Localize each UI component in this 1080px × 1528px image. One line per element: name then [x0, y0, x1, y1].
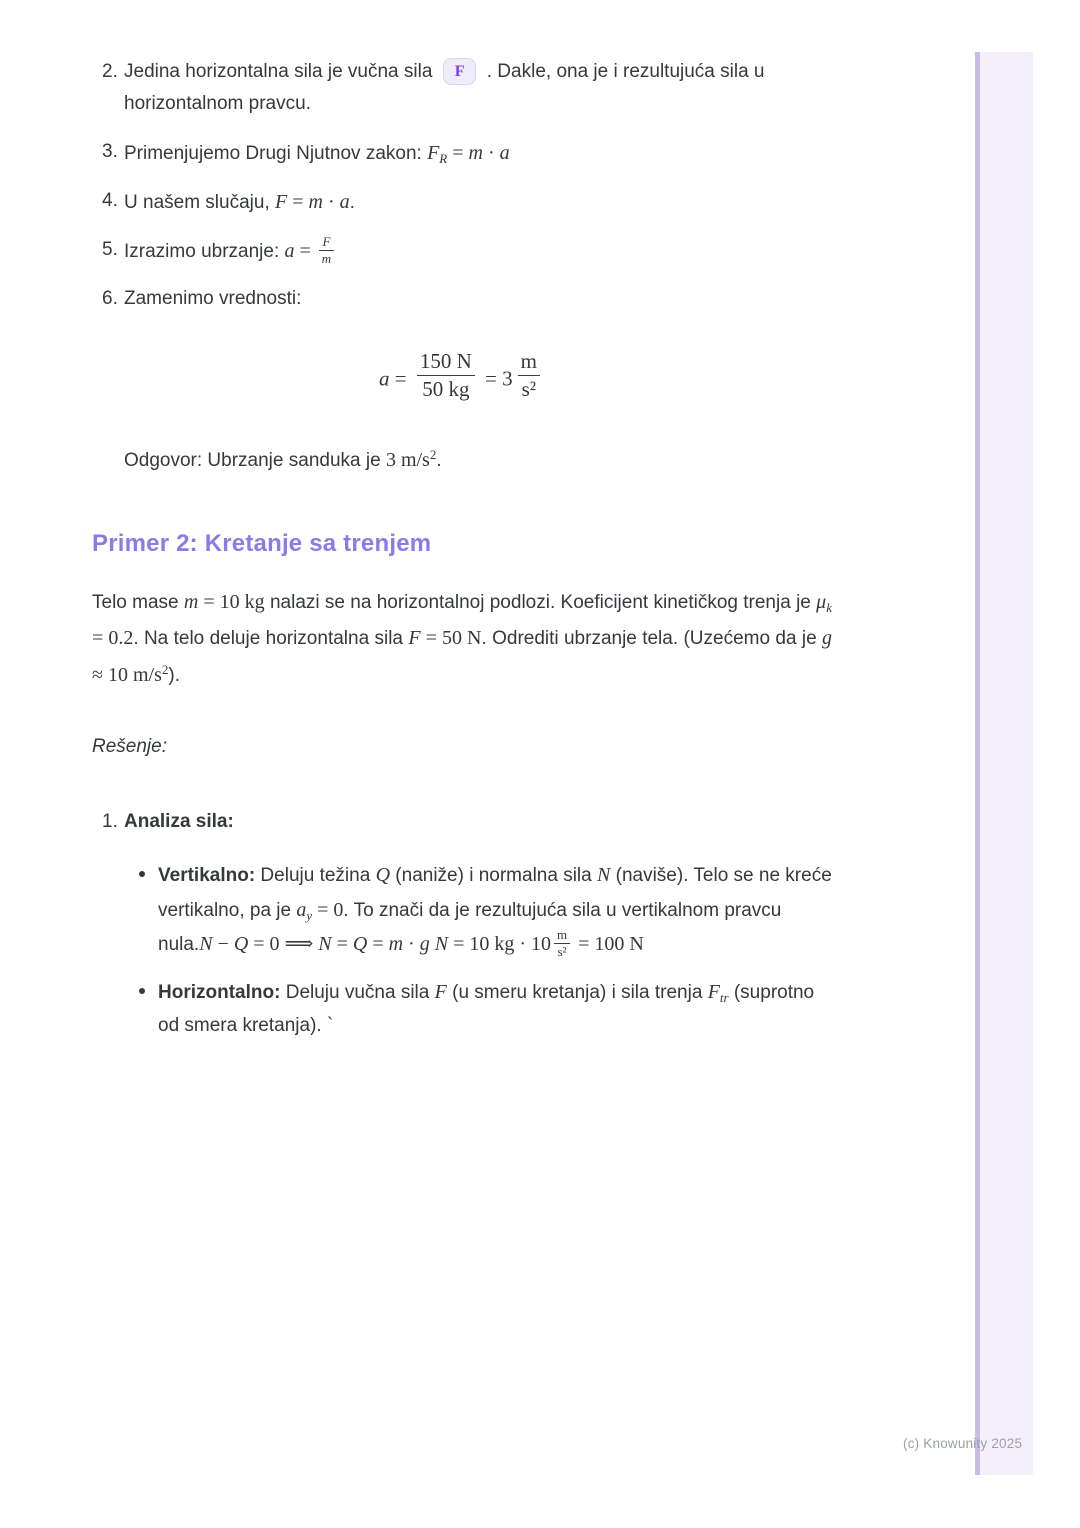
math-run: k — [826, 599, 832, 615]
copyright-footer: (c) Knowunity 2025 — [903, 1436, 1023, 1451]
math-run: 150 N — [419, 348, 472, 373]
math-fraction — [518, 348, 540, 404]
math-fraction — [417, 348, 475, 404]
bullet-dot-icon — [139, 871, 145, 877]
page-content — [92, 56, 832, 1055]
example2-heading: Primer 2: Kretanje sa trenjem — [92, 529, 432, 557]
text-run: nalazi se na horizontalnoj podlozi. Koeficijent kinetičkog trenja je — [264, 591, 817, 613]
step-item — [92, 283, 832, 315]
math-run: = 100 N — [573, 933, 644, 956]
step-item — [92, 185, 832, 219]
math-run: = — [447, 141, 469, 164]
text-run: ). — [168, 664, 180, 686]
math-run: = — [389, 366, 412, 391]
math-run: − — [212, 933, 234, 956]
bullet-item — [92, 858, 832, 962]
analysis-marker: 1. — [102, 810, 118, 832]
math-run: μ — [816, 590, 827, 613]
math-fraction — [319, 234, 334, 266]
step-text — [124, 283, 832, 315]
math-run: m — [388, 933, 404, 956]
math-run: F — [427, 141, 440, 164]
math-run: m — [308, 190, 323, 213]
math-run: tr — [719, 989, 729, 1005]
step-text — [124, 234, 832, 268]
math-run: m — [557, 927, 568, 943]
math-run: F — [275, 190, 288, 213]
answer-line — [124, 443, 832, 477]
math-run: Q — [233, 933, 249, 956]
math-run: 3 m/s — [385, 449, 430, 472]
step-text — [124, 185, 832, 219]
math-run: = — [287, 190, 309, 213]
step-text — [124, 136, 832, 170]
text-run: U našem slučaju, — [124, 191, 276, 213]
text-run: . Dakle, ona je i rezultujuća sila u horizontalnom pravcu. — [124, 61, 765, 115]
text-run: Jedina horizontalna sila je vučna sila — [124, 61, 438, 82]
math-run: = 10 kg — [198, 590, 265, 613]
text-run: Primenjujemo Drugi Njutnov zakon: — [124, 142, 428, 164]
text-run: Telo mase — [92, 591, 184, 613]
math-run: · — [403, 933, 420, 956]
math-run: a — [499, 141, 510, 164]
math-run: N — [434, 933, 449, 956]
math-run: s² — [521, 377, 537, 402]
text-run: Horizontalno: — [158, 982, 281, 1004]
text-run: Deluju težina — [255, 865, 376, 886]
math-run: g — [419, 933, 430, 956]
analysis-title: Analiza sila: — [124, 810, 234, 832]
math-run: ≈ 10 m/s — [92, 663, 162, 686]
text-run: Deluju vučna sila — [280, 982, 435, 1004]
math-run: a — [296, 898, 307, 921]
text-run: (u smeru kretanja) i sila trenja — [446, 982, 708, 1004]
bullet-text — [158, 982, 814, 1036]
inline-code-badge: F — [443, 58, 477, 85]
bullet-dot-icon — [139, 988, 145, 994]
text-run: (naviše). Telo se ne kreće vertikalno, pa je — [158, 865, 832, 921]
step-marker: 3. — [102, 140, 118, 162]
step-marker: 6. — [102, 288, 118, 310]
math-run: R — [439, 150, 448, 166]
math-run: N — [318, 933, 332, 956]
math-run: m — [183, 590, 199, 613]
solution-steps-list — [92, 56, 832, 316]
step-marker: 2. — [102, 61, 118, 82]
math-run: = 0.2 — [92, 627, 134, 650]
math-run: = — [294, 240, 316, 263]
math-run: g — [822, 627, 832, 650]
resenje-label: Rešenje: — [92, 736, 167, 758]
math-run: = 0 — [312, 898, 344, 921]
step-item — [92, 234, 832, 268]
text-run: Izrazimo ubrzanje: — [124, 241, 285, 263]
math-run: = 50 N — [420, 627, 482, 650]
math-run: 50 kg — [422, 377, 470, 402]
math-run: · — [482, 141, 500, 164]
math-run: = 3 — [479, 366, 513, 391]
text-run: Vertikalno: — [158, 865, 256, 886]
math-run: y — [306, 907, 313, 923]
step-item — [92, 56, 832, 121]
page-edge-stripe — [975, 52, 1033, 1475]
text-run: . To znači da je rezultujuća sila u vertikalnom pravcu nula. — [158, 899, 782, 956]
math-run: N — [199, 933, 213, 956]
math-run: F — [322, 234, 331, 250]
step-marker: 5. — [102, 239, 118, 261]
math-run: 2 — [161, 661, 169, 677]
math-run: = — [331, 933, 353, 956]
step-text — [124, 56, 832, 121]
bullet-list — [92, 858, 832, 1042]
math-run: = — [367, 933, 389, 956]
display-formula — [92, 348, 832, 408]
math-run: F — [434, 981, 447, 1004]
math-run: a — [284, 240, 295, 263]
math-run: s² — [557, 943, 567, 959]
text-run: . Na telo deluje horizontalna sila — [133, 628, 409, 650]
text-run: (suprotno od smera kretanja). ` — [158, 982, 815, 1036]
math-run: a — [379, 366, 390, 391]
text-run: Zamenimo vrednosti: — [124, 288, 302, 310]
text-run: . — [349, 191, 355, 213]
step-item — [92, 136, 832, 170]
math-run: = 0 — [248, 933, 285, 956]
math-run: m — [520, 348, 537, 373]
bullet-text — [158, 864, 832, 959]
step-marker: 4. — [102, 189, 118, 211]
math-fraction — [554, 927, 570, 959]
text-run: . — [436, 450, 442, 472]
math-run: · — [322, 190, 340, 213]
math-run: m — [321, 250, 332, 266]
analysis-item — [92, 806, 832, 838]
math-run: Q — [352, 933, 368, 956]
math-run: F — [707, 981, 720, 1004]
bullet-item — [92, 975, 832, 1042]
text-run: (naniže) i normalna sila — [390, 865, 597, 886]
text-run: . Odrediti ubrzanje tela. (Uzećemo da je — [481, 628, 822, 650]
math-run: m — [468, 141, 483, 164]
math-run: 2 — [429, 447, 437, 463]
math-run: a — [339, 190, 350, 213]
math-run: F — [408, 627, 421, 650]
example2-intro — [92, 584, 832, 694]
math-run: Q — [375, 864, 391, 886]
math-run: = 10 kg · 10 — [448, 933, 552, 956]
math-run: N — [597, 864, 611, 886]
text-run: Odgovor: Ubrzanje sanduka je — [124, 450, 386, 472]
math-run: ⟹ — [284, 933, 314, 956]
